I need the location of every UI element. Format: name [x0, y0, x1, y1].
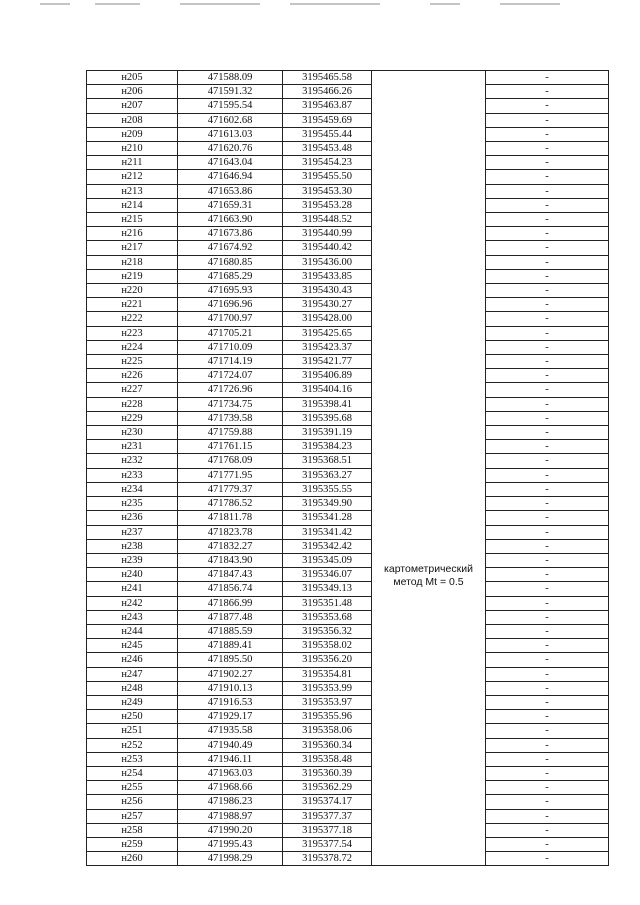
x-coordinate-cell: 471779.37: [178, 482, 283, 496]
y-coordinate-cell: 3195354.81: [283, 667, 372, 681]
error-cell: -: [486, 326, 609, 340]
y-coordinate-cell: 3195358.48: [283, 752, 372, 766]
table-row: [87, 340, 609, 354]
y-coordinate-cell: 3195395.68: [283, 411, 372, 425]
point-name-cell: н253: [87, 752, 178, 766]
error-cell: -: [486, 482, 609, 496]
y-coordinate-cell: 3195362.29: [283, 781, 372, 795]
error-cell: -: [486, 525, 609, 539]
y-coordinate-cell: 3195358.06: [283, 724, 372, 738]
error-cell: -: [486, 85, 609, 99]
point-name-cell: н206: [87, 85, 178, 99]
x-coordinate-cell: 471620.76: [178, 142, 283, 156]
error-cell: -: [486, 752, 609, 766]
error-cell: -: [486, 553, 609, 567]
error-cell: -: [486, 340, 609, 354]
y-coordinate-cell: 3195355.55: [283, 482, 372, 496]
x-coordinate-cell: 471710.09: [178, 340, 283, 354]
error-cell: -: [486, 667, 609, 681]
error-cell: -: [486, 198, 609, 212]
table-row: [87, 142, 609, 156]
y-coordinate-cell: 3195355.96: [283, 710, 372, 724]
y-coordinate-cell: 3195423.37: [283, 340, 372, 354]
y-coordinate-cell: 3195440.99: [283, 227, 372, 241]
point-name-cell: н230: [87, 426, 178, 440]
error-cell: -: [486, 539, 609, 553]
error-cell: -: [486, 284, 609, 298]
y-coordinate-cell: 3195421.77: [283, 355, 372, 369]
error-cell: -: [486, 610, 609, 624]
x-coordinate-cell: 471714.19: [178, 355, 283, 369]
table-row: [87, 468, 609, 482]
point-name-cell: н237: [87, 525, 178, 539]
y-coordinate-cell: 3195341.28: [283, 511, 372, 525]
x-coordinate-cell: 471685.29: [178, 269, 283, 283]
y-coordinate-cell: 3195384.23: [283, 440, 372, 454]
table-row: [87, 369, 609, 383]
error-cell: -: [486, 596, 609, 610]
y-coordinate-cell: 3195453.30: [283, 184, 372, 198]
method-text-box: [372, 71, 485, 865]
error-cell: -: [486, 582, 609, 596]
point-name-cell: н221: [87, 298, 178, 312]
point-name-cell: н239: [87, 553, 178, 567]
y-coordinate-cell: 3195425.65: [283, 326, 372, 340]
error-cell: -: [486, 568, 609, 582]
table-row: [87, 99, 609, 113]
point-name-cell: н218: [87, 255, 178, 269]
point-name-cell: н214: [87, 198, 178, 212]
error-cell: -: [486, 653, 609, 667]
table-row: [87, 852, 609, 866]
coordinates-table-body: [87, 71, 609, 866]
table-row: [87, 85, 609, 99]
y-coordinate-cell: 3195448.52: [283, 213, 372, 227]
error-cell: -: [486, 497, 609, 511]
point-name-cell: н246: [87, 653, 178, 667]
x-coordinate-cell: 471843.90: [178, 553, 283, 567]
table-row: [87, 184, 609, 198]
table-row: [87, 511, 609, 525]
x-coordinate-cell: 471673.86: [178, 227, 283, 241]
y-coordinate-cell: 3195342.42: [283, 539, 372, 553]
point-name-cell: н226: [87, 369, 178, 383]
table-row: [87, 639, 609, 653]
x-coordinate-cell: 471885.59: [178, 624, 283, 638]
point-name-cell: н229: [87, 411, 178, 425]
method-line-2: метод Mt = 0.5: [393, 576, 464, 589]
x-coordinate-cell: 471786.52: [178, 497, 283, 511]
error-cell: -: [486, 809, 609, 823]
method-cell: [372, 71, 486, 866]
point-name-cell: н233: [87, 468, 178, 482]
y-coordinate-cell: 3195349.90: [283, 497, 372, 511]
table-row: [87, 653, 609, 667]
y-coordinate-cell: 3195341.42: [283, 525, 372, 539]
y-coordinate-cell: 3195356.32: [283, 624, 372, 638]
y-coordinate-cell: 3195433.85: [283, 269, 372, 283]
x-coordinate-cell: 471653.86: [178, 184, 283, 198]
table-row: [87, 681, 609, 695]
error-cell: -: [486, 724, 609, 738]
y-coordinate-cell: 3195360.34: [283, 738, 372, 752]
error-cell: -: [486, 426, 609, 440]
y-coordinate-cell: 3195453.48: [283, 142, 372, 156]
x-coordinate-cell: 471935.58: [178, 724, 283, 738]
x-coordinate-cell: 471696.96: [178, 298, 283, 312]
point-name-cell: н236: [87, 511, 178, 525]
y-coordinate-cell: 3195455.44: [283, 127, 372, 141]
point-name-cell: н234: [87, 482, 178, 496]
x-coordinate-cell: 471823.78: [178, 525, 283, 539]
point-name-cell: н240: [87, 568, 178, 582]
error-cell: -: [486, 781, 609, 795]
x-coordinate-cell: 471705.21: [178, 326, 283, 340]
point-name-cell: н248: [87, 681, 178, 695]
x-coordinate-cell: 471726.96: [178, 383, 283, 397]
table-row: [87, 156, 609, 170]
table-row: [87, 568, 609, 582]
point-name-cell: н259: [87, 837, 178, 851]
error-cell: -: [486, 127, 609, 141]
table-row: [87, 837, 609, 851]
y-coordinate-cell: 3195346.07: [283, 568, 372, 582]
table-row: [87, 383, 609, 397]
point-name-cell: н227: [87, 383, 178, 397]
x-coordinate-cell: 471588.09: [178, 71, 283, 85]
x-coordinate-cell: 471734.75: [178, 397, 283, 411]
table-row: [87, 823, 609, 837]
x-coordinate-cell: 471856.74: [178, 582, 283, 596]
error-cell: -: [486, 710, 609, 724]
x-coordinate-cell: 471768.09: [178, 454, 283, 468]
error-cell: -: [486, 312, 609, 326]
point-name-cell: н220: [87, 284, 178, 298]
point-name-cell: н238: [87, 539, 178, 553]
error-cell: -: [486, 454, 609, 468]
error-cell: -: [486, 99, 609, 113]
x-coordinate-cell: 471990.20: [178, 823, 283, 837]
point-name-cell: н254: [87, 766, 178, 780]
x-coordinate-cell: 471700.97: [178, 312, 283, 326]
x-coordinate-cell: 471940.49: [178, 738, 283, 752]
error-cell: -: [486, 255, 609, 269]
point-name-cell: н243: [87, 610, 178, 624]
error-cell: -: [486, 639, 609, 653]
x-coordinate-cell: 471968.66: [178, 781, 283, 795]
point-name-cell: н224: [87, 340, 178, 354]
point-name-cell: н244: [87, 624, 178, 638]
table-row: [87, 284, 609, 298]
point-name-cell: н252: [87, 738, 178, 752]
point-name-cell: н228: [87, 397, 178, 411]
table-row: [87, 624, 609, 638]
point-name-cell: н215: [87, 213, 178, 227]
coordinates-table: [86, 70, 609, 866]
y-coordinate-cell: 3195453.28: [283, 198, 372, 212]
error-cell: -: [486, 170, 609, 184]
x-coordinate-cell: 471724.07: [178, 369, 283, 383]
y-coordinate-cell: 3195430.27: [283, 298, 372, 312]
x-coordinate-cell: 471674.92: [178, 241, 283, 255]
x-coordinate-cell: 471832.27: [178, 539, 283, 553]
error-cell: -: [486, 511, 609, 525]
point-name-cell: н205: [87, 71, 178, 85]
table-row: [87, 781, 609, 795]
point-name-cell: н216: [87, 227, 178, 241]
table-row: [87, 766, 609, 780]
table-row: [87, 482, 609, 496]
point-name-cell: н257: [87, 809, 178, 823]
point-name-cell: н245: [87, 639, 178, 653]
x-coordinate-cell: 471902.27: [178, 667, 283, 681]
y-coordinate-cell: 3195353.99: [283, 681, 372, 695]
y-coordinate-cell: 3195430.43: [283, 284, 372, 298]
method-line-1: картометрический: [384, 563, 473, 575]
y-coordinate-cell: 3195353.68: [283, 610, 372, 624]
point-name-cell: н255: [87, 781, 178, 795]
point-name-cell: н213: [87, 184, 178, 198]
y-coordinate-cell: 3195406.89: [283, 369, 372, 383]
point-name-cell: н256: [87, 795, 178, 809]
y-coordinate-cell: 3195353.97: [283, 695, 372, 709]
point-name-cell: н258: [87, 823, 178, 837]
error-cell: -: [486, 71, 609, 85]
x-coordinate-cell: 471963.03: [178, 766, 283, 780]
table-row: [87, 255, 609, 269]
table-row: [87, 198, 609, 212]
point-name-cell: н232: [87, 454, 178, 468]
y-coordinate-cell: 3195428.00: [283, 312, 372, 326]
y-coordinate-cell: 3195454.23: [283, 156, 372, 170]
y-coordinate-cell: 3195374.17: [283, 795, 372, 809]
point-name-cell: н249: [87, 695, 178, 709]
x-coordinate-cell: 471613.03: [178, 127, 283, 141]
table-row: [87, 326, 609, 340]
error-cell: -: [486, 852, 609, 866]
x-coordinate-cell: 471759.88: [178, 426, 283, 440]
x-coordinate-cell: 471910.13: [178, 681, 283, 695]
table-row: [87, 738, 609, 752]
error-cell: -: [486, 355, 609, 369]
point-name-cell: н231: [87, 440, 178, 454]
point-name-cell: н217: [87, 241, 178, 255]
x-coordinate-cell: 471929.17: [178, 710, 283, 724]
table-row: [87, 596, 609, 610]
table-row: [87, 269, 609, 283]
point-name-cell: н225: [87, 355, 178, 369]
error-cell: -: [486, 397, 609, 411]
x-coordinate-cell: 471988.97: [178, 809, 283, 823]
x-coordinate-cell: 471998.29: [178, 852, 283, 866]
x-coordinate-cell: 471995.43: [178, 837, 283, 851]
y-coordinate-cell: 3195440.42: [283, 241, 372, 255]
x-coordinate-cell: 471680.85: [178, 255, 283, 269]
y-coordinate-cell: 3195356.20: [283, 653, 372, 667]
error-cell: -: [486, 383, 609, 397]
table-row: [87, 312, 609, 326]
error-cell: -: [486, 823, 609, 837]
point-name-cell: н242: [87, 596, 178, 610]
table-row: [87, 752, 609, 766]
x-coordinate-cell: 471866.99: [178, 596, 283, 610]
method-description: [372, 563, 485, 589]
point-name-cell: н211: [87, 156, 178, 170]
y-coordinate-cell: 3195378.72: [283, 852, 372, 866]
point-name-cell: н208: [87, 113, 178, 127]
y-coordinate-cell: 3195377.54: [283, 837, 372, 851]
x-coordinate-cell: 471946.11: [178, 752, 283, 766]
error-cell: -: [486, 269, 609, 283]
y-coordinate-cell: 3195455.50: [283, 170, 372, 184]
table-row: [87, 411, 609, 425]
table-row: [87, 113, 609, 127]
x-coordinate-cell: 471595.54: [178, 99, 283, 113]
table-row: [87, 397, 609, 411]
x-coordinate-cell: 471602.68: [178, 113, 283, 127]
table-row: [87, 227, 609, 241]
point-name-cell: н241: [87, 582, 178, 596]
table-row: [87, 355, 609, 369]
error-cell: -: [486, 241, 609, 255]
x-coordinate-cell: 471811.78: [178, 511, 283, 525]
y-coordinate-cell: 3195436.00: [283, 255, 372, 269]
table-row: [87, 71, 609, 85]
table-row: [87, 710, 609, 724]
table-row: [87, 298, 609, 312]
table-row: [87, 695, 609, 709]
error-cell: -: [486, 837, 609, 851]
x-coordinate-cell: 471643.04: [178, 156, 283, 170]
table-row: [87, 525, 609, 539]
table-row: [87, 724, 609, 738]
y-coordinate-cell: 3195465.58: [283, 71, 372, 85]
point-name-cell: н260: [87, 852, 178, 866]
error-cell: -: [486, 369, 609, 383]
point-name-cell: н222: [87, 312, 178, 326]
scan-artifact-marks: [0, 0, 640, 10]
error-cell: -: [486, 468, 609, 482]
table-row: [87, 170, 609, 184]
table-row: [87, 539, 609, 553]
y-coordinate-cell: 3195363.27: [283, 468, 372, 482]
x-coordinate-cell: 471877.48: [178, 610, 283, 624]
table-row: [87, 610, 609, 624]
x-coordinate-cell: 471695.93: [178, 284, 283, 298]
table-row: [87, 795, 609, 809]
x-coordinate-cell: 471646.94: [178, 170, 283, 184]
point-name-cell: н212: [87, 170, 178, 184]
y-coordinate-cell: 3195351.48: [283, 596, 372, 610]
coordinates-table-wrapper: [86, 70, 603, 866]
point-name-cell: н219: [87, 269, 178, 283]
point-name-cell: н235: [87, 497, 178, 511]
x-coordinate-cell: 471659.31: [178, 198, 283, 212]
table-row: [87, 582, 609, 596]
x-coordinate-cell: 471739.58: [178, 411, 283, 425]
x-coordinate-cell: 471889.41: [178, 639, 283, 653]
table-row: [87, 809, 609, 823]
y-coordinate-cell: 3195459.69: [283, 113, 372, 127]
error-cell: -: [486, 795, 609, 809]
x-coordinate-cell: 471847.43: [178, 568, 283, 582]
y-coordinate-cell: 3195463.87: [283, 99, 372, 113]
y-coordinate-cell: 3195345.09: [283, 553, 372, 567]
error-cell: -: [486, 156, 609, 170]
error-cell: -: [486, 411, 609, 425]
table-row: [87, 426, 609, 440]
point-name-cell: н207: [87, 99, 178, 113]
error-cell: -: [486, 184, 609, 198]
point-name-cell: н223: [87, 326, 178, 340]
x-coordinate-cell: 471771.95: [178, 468, 283, 482]
error-cell: -: [486, 766, 609, 780]
table-row: [87, 553, 609, 567]
table-row: [87, 667, 609, 681]
y-coordinate-cell: 3195391.19: [283, 426, 372, 440]
x-coordinate-cell: 471591.32: [178, 85, 283, 99]
table-row: [87, 213, 609, 227]
table-row: [87, 440, 609, 454]
point-name-cell: н250: [87, 710, 178, 724]
y-coordinate-cell: 3195377.37: [283, 809, 372, 823]
error-cell: -: [486, 113, 609, 127]
table-row: [87, 127, 609, 141]
error-cell: -: [486, 142, 609, 156]
error-cell: -: [486, 738, 609, 752]
error-cell: -: [486, 298, 609, 312]
error-cell: -: [486, 440, 609, 454]
error-cell: -: [486, 695, 609, 709]
table-row: [87, 241, 609, 255]
point-name-cell: н251: [87, 724, 178, 738]
x-coordinate-cell: 471916.53: [178, 695, 283, 709]
point-name-cell: н210: [87, 142, 178, 156]
point-name-cell: н209: [87, 127, 178, 141]
error-cell: -: [486, 213, 609, 227]
x-coordinate-cell: 471986.23: [178, 795, 283, 809]
error-cell: -: [486, 681, 609, 695]
y-coordinate-cell: 3195377.18: [283, 823, 372, 837]
x-coordinate-cell: 471895.50: [178, 653, 283, 667]
y-coordinate-cell: 3195360.39: [283, 766, 372, 780]
y-coordinate-cell: 3195368.51: [283, 454, 372, 468]
y-coordinate-cell: 3195349.13: [283, 582, 372, 596]
error-cell: -: [486, 227, 609, 241]
y-coordinate-cell: 3195404.16: [283, 383, 372, 397]
y-coordinate-cell: 3195398.41: [283, 397, 372, 411]
x-coordinate-cell: 471761.15: [178, 440, 283, 454]
y-coordinate-cell: 3195466.26: [283, 85, 372, 99]
table-row: [87, 497, 609, 511]
x-coordinate-cell: 471663.90: [178, 213, 283, 227]
point-name-cell: н247: [87, 667, 178, 681]
table-row: [87, 454, 609, 468]
error-cell: -: [486, 624, 609, 638]
y-coordinate-cell: 3195358.02: [283, 639, 372, 653]
